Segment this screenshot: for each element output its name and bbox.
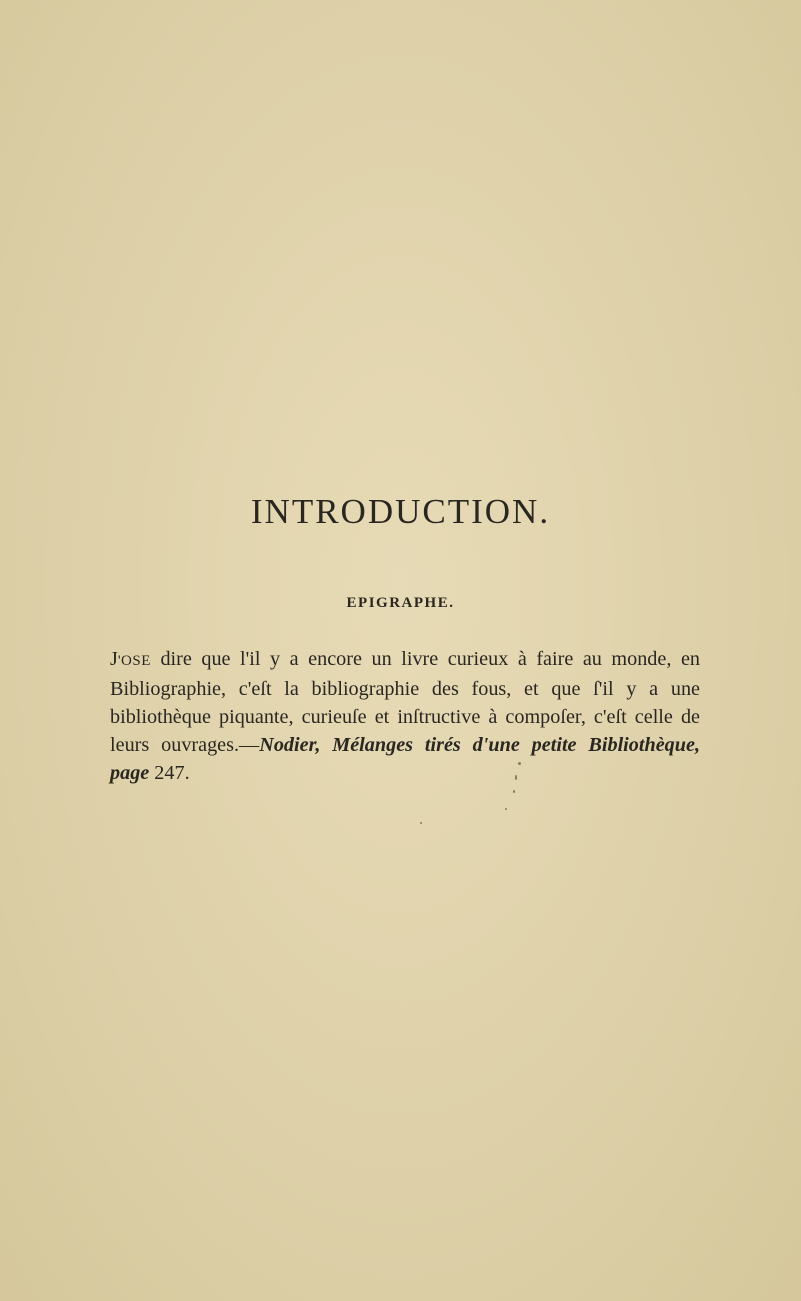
page-title: INTRODUCTION. [250,492,551,531]
foxing-speck [420,822,422,824]
foxing-speck [515,775,517,780]
epigraph-body: dire que l'il y a encore un livre curieux à faire au monde, en Bibliographie, c'eſt la bibliographie des fous, et que ſ'il y a une bibliothèque piquante, curieuſe et inſtructive à compoſer, c'eſt celle de leurs ouvrages.— [110,648,700,756]
foxing-speck [513,790,515,793]
opening-letter: J [110,648,118,670]
section-heading: EPIGRAPHE. [346,595,455,611]
epigraph-citation: Nodier, Mélanges tirés d'une petite Bibliothèque, page [110,734,701,784]
epigraph-paragraph [110,645,700,787]
foxing-speck [505,808,507,810]
foxing-speck [518,762,521,765]
citation-page-number: 247. [149,762,190,784]
opening-smallcaps: 'OSE [117,653,151,669]
